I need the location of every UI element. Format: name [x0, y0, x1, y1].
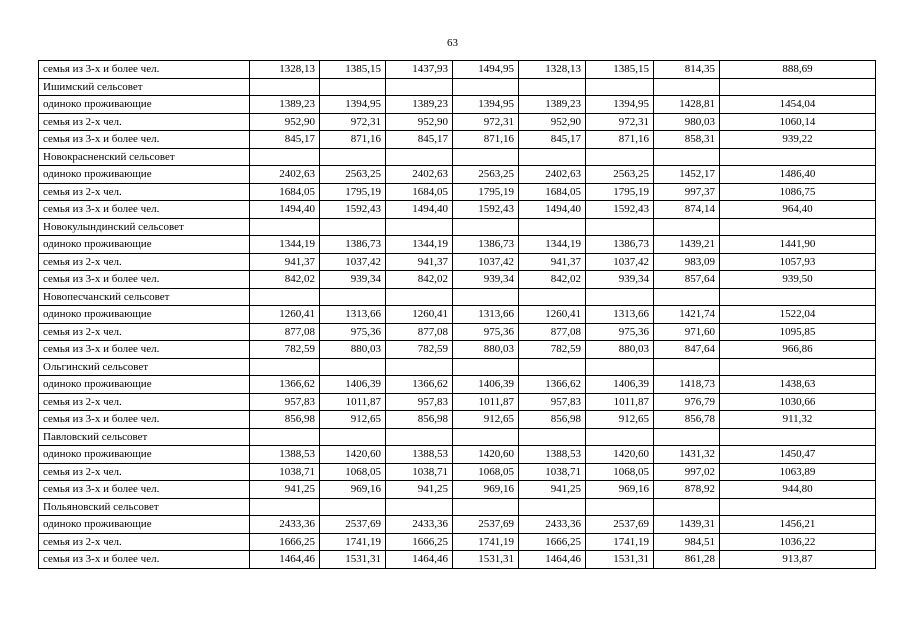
household-type-label: семья из 3-х и более чел. — [39, 481, 250, 499]
household-type-label: одиноко проживающие — [39, 376, 250, 394]
value-cell: 1486,40 — [720, 166, 876, 184]
table-row — [39, 341, 876, 359]
value-cell: 941,25 — [386, 481, 453, 499]
value-cell: 871,16 — [586, 131, 654, 149]
value-cell: 957,83 — [386, 393, 453, 411]
value-cell: 1037,42 — [586, 253, 654, 271]
value-cell: 1420,60 — [320, 446, 386, 464]
section-header-row — [39, 498, 876, 516]
value-cell — [654, 78, 720, 96]
section-header-row — [39, 288, 876, 306]
value-cell — [453, 358, 519, 376]
value-cell: 880,03 — [453, 341, 519, 359]
value-cell: 782,59 — [386, 341, 453, 359]
value-cell: 1057,93 — [720, 253, 876, 271]
value-cell: 1060,14 — [720, 113, 876, 131]
value-cell: 939,22 — [720, 131, 876, 149]
value-cell: 1420,60 — [586, 446, 654, 464]
value-cell: 888,69 — [720, 61, 876, 79]
table-row — [39, 393, 876, 411]
value-cell — [720, 78, 876, 96]
value-cell: 856,98 — [250, 411, 320, 429]
value-cell: 1464,46 — [250, 551, 320, 569]
value-cell: 1068,05 — [586, 463, 654, 481]
value-cell: 939,34 — [453, 271, 519, 289]
value-cell: 1394,95 — [586, 96, 654, 114]
value-cell: 1328,13 — [250, 61, 320, 79]
household-type-label: одиноко проживающие — [39, 166, 250, 184]
value-cell — [720, 288, 876, 306]
household-type-label: семья из 3-х и более чел. — [39, 61, 250, 79]
value-cell: 2563,25 — [320, 166, 386, 184]
value-cell: 1386,73 — [586, 236, 654, 254]
value-cell — [586, 358, 654, 376]
value-cell: 1313,66 — [586, 306, 654, 324]
household-type-label: одиноко проживающие — [39, 516, 250, 534]
value-cell: 969,16 — [586, 481, 654, 499]
value-cell — [654, 288, 720, 306]
value-cell — [720, 498, 876, 516]
value-cell: 1421,74 — [654, 306, 720, 324]
value-cell: 1456,21 — [720, 516, 876, 534]
value-cell: 1531,31 — [320, 551, 386, 569]
value-cell: 2433,36 — [519, 516, 586, 534]
value-cell: 1684,05 — [519, 183, 586, 201]
value-cell: 975,36 — [586, 323, 654, 341]
value-cell: 1741,19 — [320, 533, 386, 551]
value-cell — [250, 148, 320, 166]
value-cell: 944,80 — [720, 481, 876, 499]
value-cell: 1420,60 — [453, 446, 519, 464]
value-cell: 912,65 — [320, 411, 386, 429]
table-row — [39, 271, 876, 289]
value-cell — [453, 218, 519, 236]
value-cell: 957,83 — [250, 393, 320, 411]
value-cell: 2402,63 — [519, 166, 586, 184]
value-cell — [453, 288, 519, 306]
settlement-name: Павловский сельсовет — [39, 428, 250, 446]
value-cell: 1438,63 — [720, 376, 876, 394]
table-row — [39, 533, 876, 551]
household-type-label: одиноко проживающие — [39, 96, 250, 114]
value-cell: 1388,53 — [386, 446, 453, 464]
value-cell: 1011,87 — [320, 393, 386, 411]
table-row — [39, 166, 876, 184]
value-cell: 1531,31 — [453, 551, 519, 569]
value-cell: 861,28 — [654, 551, 720, 569]
value-cell: 1038,71 — [386, 463, 453, 481]
value-cell: 1038,71 — [519, 463, 586, 481]
value-cell — [654, 148, 720, 166]
value-cell: 856,98 — [519, 411, 586, 429]
value-cell: 782,59 — [250, 341, 320, 359]
value-cell: 969,16 — [453, 481, 519, 499]
household-type-label: семья из 2-х чел. — [39, 183, 250, 201]
household-type-label: семья из 3-х и более чел. — [39, 271, 250, 289]
value-cell: 939,34 — [320, 271, 386, 289]
value-cell: 856,98 — [386, 411, 453, 429]
settlement-name: Ишимский сельсовет — [39, 78, 250, 96]
household-type-label: семья из 2-х чел. — [39, 323, 250, 341]
value-cell: 1450,47 — [720, 446, 876, 464]
value-cell: 1260,41 — [519, 306, 586, 324]
value-cell: 1328,13 — [519, 61, 586, 79]
value-cell — [320, 358, 386, 376]
section-header-row — [39, 78, 876, 96]
value-cell: 1494,40 — [250, 201, 320, 219]
value-cell — [519, 358, 586, 376]
value-cell: 877,08 — [250, 323, 320, 341]
value-cell: 880,03 — [586, 341, 654, 359]
value-cell: 877,08 — [519, 323, 586, 341]
value-cell: 1795,19 — [320, 183, 386, 201]
table-row — [39, 551, 876, 569]
value-cell: 1684,05 — [250, 183, 320, 201]
value-cell: 912,65 — [586, 411, 654, 429]
value-cell: 2433,36 — [250, 516, 320, 534]
value-cell: 975,36 — [320, 323, 386, 341]
table-row — [39, 376, 876, 394]
value-cell: 1386,73 — [453, 236, 519, 254]
value-cell: 941,25 — [250, 481, 320, 499]
value-cell — [586, 288, 654, 306]
value-cell: 1592,43 — [586, 201, 654, 219]
value-cell — [453, 498, 519, 516]
value-cell: 2537,69 — [320, 516, 386, 534]
value-cell — [519, 498, 586, 516]
value-cell: 941,25 — [519, 481, 586, 499]
value-cell: 2537,69 — [586, 516, 654, 534]
table-body — [39, 61, 876, 569]
value-cell: 1344,19 — [386, 236, 453, 254]
value-cell: 912,65 — [453, 411, 519, 429]
value-cell: 911,32 — [720, 411, 876, 429]
value-cell: 1494,40 — [386, 201, 453, 219]
value-cell: 842,02 — [250, 271, 320, 289]
value-cell: 1095,85 — [720, 323, 876, 341]
value-cell: 1388,53 — [250, 446, 320, 464]
value-cell: 1385,15 — [586, 61, 654, 79]
table-row — [39, 131, 876, 149]
value-cell: 845,17 — [386, 131, 453, 149]
value-cell: 952,90 — [250, 113, 320, 131]
value-cell — [250, 288, 320, 306]
value-cell: 971,60 — [654, 323, 720, 341]
value-cell — [453, 78, 519, 96]
household-type-label: семья из 3-х и более чел. — [39, 551, 250, 569]
value-cell: 1366,62 — [386, 376, 453, 394]
value-cell: 941,37 — [250, 253, 320, 271]
value-cell: 1684,05 — [386, 183, 453, 201]
section-header-row — [39, 218, 876, 236]
table-row — [39, 113, 876, 131]
value-cell — [386, 498, 453, 516]
value-cell: 1389,23 — [386, 96, 453, 114]
value-cell: 1441,90 — [720, 236, 876, 254]
value-cell — [519, 78, 586, 96]
value-cell: 1522,04 — [720, 306, 876, 324]
value-cell: 1464,46 — [386, 551, 453, 569]
value-cell: 1454,04 — [720, 96, 876, 114]
value-cell: 845,17 — [250, 131, 320, 149]
value-cell — [386, 78, 453, 96]
value-cell: 1431,32 — [654, 446, 720, 464]
value-cell: 1366,62 — [250, 376, 320, 394]
value-cell: 842,02 — [519, 271, 586, 289]
value-cell: 814,35 — [654, 61, 720, 79]
value-cell: 2402,63 — [250, 166, 320, 184]
value-cell: 997,37 — [654, 183, 720, 201]
value-cell: 997,02 — [654, 463, 720, 481]
value-cell: 858,31 — [654, 131, 720, 149]
value-cell: 1494,40 — [519, 201, 586, 219]
value-cell: 1439,21 — [654, 236, 720, 254]
value-cell — [386, 288, 453, 306]
table-row — [39, 201, 876, 219]
household-type-label: семья из 2-х чел. — [39, 253, 250, 271]
value-cell: 1418,73 — [654, 376, 720, 394]
table-row — [39, 183, 876, 201]
value-cell: 957,83 — [519, 393, 586, 411]
value-cell — [250, 498, 320, 516]
value-cell: 966,86 — [720, 341, 876, 359]
value-cell: 1037,42 — [453, 253, 519, 271]
household-type-label: одиноко проживающие — [39, 446, 250, 464]
value-cell: 1344,19 — [519, 236, 586, 254]
value-cell: 1036,22 — [720, 533, 876, 551]
value-cell: 782,59 — [519, 341, 586, 359]
value-cell: 984,51 — [654, 533, 720, 551]
value-cell: 1666,25 — [386, 533, 453, 551]
settlement-name: Ольгинский сельсовет — [39, 358, 250, 376]
value-cell — [586, 148, 654, 166]
value-cell: 871,16 — [453, 131, 519, 149]
value-cell: 847,64 — [654, 341, 720, 359]
value-cell — [720, 148, 876, 166]
value-cell — [654, 428, 720, 446]
section-header-row — [39, 358, 876, 376]
household-type-label: семья из 3-х и более чел. — [39, 201, 250, 219]
value-cell: 1344,19 — [250, 236, 320, 254]
value-cell: 913,87 — [720, 551, 876, 569]
value-cell: 1313,66 — [453, 306, 519, 324]
household-type-label: семья из 2-х чел. — [39, 533, 250, 551]
value-cell: 1592,43 — [320, 201, 386, 219]
value-cell — [453, 148, 519, 166]
value-cell: 972,31 — [320, 113, 386, 131]
value-cell: 857,64 — [654, 271, 720, 289]
value-cell: 1030,66 — [720, 393, 876, 411]
household-type-label: семья из 3-х и более чел. — [39, 131, 250, 149]
value-cell: 1666,25 — [519, 533, 586, 551]
household-type-label: одиноко проживающие — [39, 306, 250, 324]
table-row — [39, 236, 876, 254]
value-cell — [720, 218, 876, 236]
value-cell — [586, 218, 654, 236]
value-cell: 975,36 — [453, 323, 519, 341]
value-cell: 2402,63 — [386, 166, 453, 184]
value-cell — [720, 428, 876, 446]
value-cell — [586, 78, 654, 96]
value-cell: 2537,69 — [453, 516, 519, 534]
settlement-name: Польяновский сельсовет — [39, 498, 250, 516]
settlement-name: Новокрасненский сельсовет — [39, 148, 250, 166]
value-cell: 1795,19 — [453, 183, 519, 201]
value-cell — [320, 428, 386, 446]
value-cell: 1592,43 — [453, 201, 519, 219]
value-cell: 952,90 — [519, 113, 586, 131]
value-cell: 1795,19 — [586, 183, 654, 201]
value-cell — [250, 78, 320, 96]
value-cell: 1741,19 — [586, 533, 654, 551]
table-row — [39, 463, 876, 481]
value-cell: 1389,23 — [250, 96, 320, 114]
household-type-label: семья из 3-х и более чел. — [39, 341, 250, 359]
value-cell: 1086,75 — [720, 183, 876, 201]
value-cell: 2563,25 — [586, 166, 654, 184]
value-cell: 1260,41 — [386, 306, 453, 324]
section-header-row — [39, 148, 876, 166]
value-cell: 871,16 — [320, 131, 386, 149]
value-cell — [320, 288, 386, 306]
value-cell: 1313,66 — [320, 306, 386, 324]
settlement-name: Новопесчанский сельсовет — [39, 288, 250, 306]
value-cell — [654, 358, 720, 376]
value-cell: 1741,19 — [453, 533, 519, 551]
value-cell: 1494,95 — [453, 61, 519, 79]
value-cell: 1385,15 — [320, 61, 386, 79]
value-cell — [720, 358, 876, 376]
value-cell — [386, 428, 453, 446]
table-row — [39, 516, 876, 534]
value-cell: 972,31 — [453, 113, 519, 131]
value-cell: 939,34 — [586, 271, 654, 289]
value-cell: 1063,89 — [720, 463, 876, 481]
value-cell: 1666,25 — [250, 533, 320, 551]
value-cell: 845,17 — [519, 131, 586, 149]
table-row — [39, 446, 876, 464]
value-cell: 1388,53 — [519, 446, 586, 464]
value-cell: 1394,95 — [453, 96, 519, 114]
value-cell: 1428,81 — [654, 96, 720, 114]
value-cell: 964,40 — [720, 201, 876, 219]
value-cell: 1260,41 — [250, 306, 320, 324]
table-row — [39, 253, 876, 271]
value-cell: 1037,42 — [320, 253, 386, 271]
table-row — [39, 323, 876, 341]
value-cell — [519, 428, 586, 446]
value-cell — [250, 218, 320, 236]
value-cell: 1406,39 — [586, 376, 654, 394]
value-cell: 1389,23 — [519, 96, 586, 114]
value-cell: 2433,36 — [386, 516, 453, 534]
value-cell — [654, 218, 720, 236]
value-cell: 1406,39 — [453, 376, 519, 394]
value-cell: 1068,05 — [320, 463, 386, 481]
value-cell — [453, 428, 519, 446]
tariff-table — [38, 60, 876, 569]
value-cell: 1439,31 — [654, 516, 720, 534]
value-cell: 1464,46 — [519, 551, 586, 569]
value-cell: 1437,93 — [386, 61, 453, 79]
household-type-label: семья из 2-х чел. — [39, 393, 250, 411]
value-cell: 1394,95 — [320, 96, 386, 114]
section-header-row — [39, 428, 876, 446]
household-type-label: семья из 2-х чел. — [39, 113, 250, 131]
value-cell: 1531,31 — [586, 551, 654, 569]
value-cell: 880,03 — [320, 341, 386, 359]
table-row — [39, 61, 876, 79]
value-cell: 941,37 — [519, 253, 586, 271]
value-cell — [586, 428, 654, 446]
value-cell: 1452,17 — [654, 166, 720, 184]
value-cell — [586, 498, 654, 516]
value-cell — [320, 218, 386, 236]
value-cell — [519, 148, 586, 166]
value-cell: 1038,71 — [250, 463, 320, 481]
value-cell — [386, 358, 453, 376]
table-row — [39, 481, 876, 499]
value-cell: 877,08 — [386, 323, 453, 341]
value-cell — [386, 218, 453, 236]
value-cell: 1068,05 — [453, 463, 519, 481]
value-cell — [386, 148, 453, 166]
value-cell — [250, 428, 320, 446]
value-cell: 1366,62 — [519, 376, 586, 394]
value-cell: 939,50 — [720, 271, 876, 289]
household-type-label: семья из 3-х и более чел. — [39, 411, 250, 429]
table-row — [39, 411, 876, 429]
value-cell: 1011,87 — [453, 393, 519, 411]
value-cell: 980,03 — [654, 113, 720, 131]
value-cell: 856,78 — [654, 411, 720, 429]
value-cell: 878,92 — [654, 481, 720, 499]
value-cell — [320, 498, 386, 516]
value-cell — [519, 288, 586, 306]
value-cell: 1406,39 — [320, 376, 386, 394]
settlement-name: Новокулындинский сельсовет — [39, 218, 250, 236]
value-cell: 941,37 — [386, 253, 453, 271]
value-cell — [320, 148, 386, 166]
page-number: 63 — [447, 37, 458, 49]
value-cell: 842,02 — [386, 271, 453, 289]
value-cell — [654, 498, 720, 516]
table-row — [39, 96, 876, 114]
value-cell: 874,14 — [654, 201, 720, 219]
value-cell: 969,16 — [320, 481, 386, 499]
value-cell — [320, 78, 386, 96]
value-cell: 1386,73 — [320, 236, 386, 254]
value-cell: 2563,25 — [453, 166, 519, 184]
value-cell: 952,90 — [386, 113, 453, 131]
value-cell: 972,31 — [586, 113, 654, 131]
household-type-label: одиноко проживающие — [39, 236, 250, 254]
value-cell: 983,09 — [654, 253, 720, 271]
value-cell: 1011,87 — [586, 393, 654, 411]
value-cell: 976,79 — [654, 393, 720, 411]
value-cell — [250, 358, 320, 376]
table-row — [39, 306, 876, 324]
household-type-label: семья из 2-х чел. — [39, 463, 250, 481]
value-cell — [519, 218, 586, 236]
